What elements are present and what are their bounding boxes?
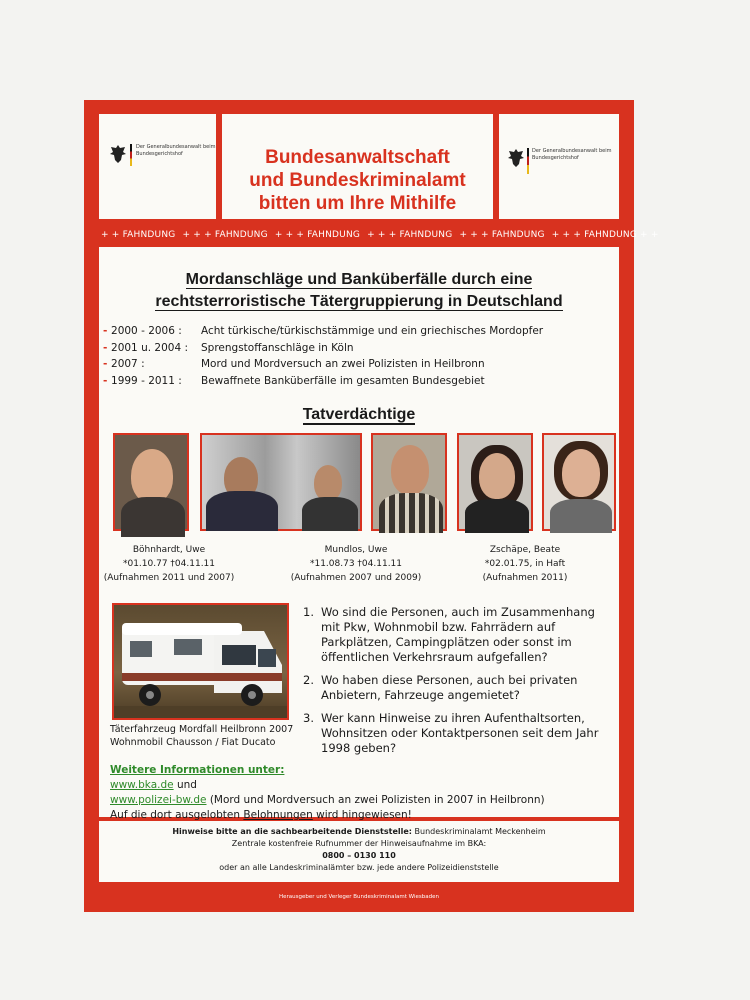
event-bullet: -	[103, 325, 112, 337]
suspect-caption	[455, 543, 595, 585]
headline-line-1: Mordanschläge und Banküberfälle durch eine	[185, 271, 533, 288]
title-line-2: und Bundeskriminalamt	[249, 170, 466, 191]
question-text: Wer kann Hinweise zu ihren Aufenthaltsorten, Wohnsitzen oder Kontaktpersonen seit dem Jahr 1998 geben?	[321, 711, 599, 755]
question-text: Wo sind die Personen, auch im Zusammenhang mit Pkw, Wohnmobil bzw. Fahrrädern auf Parkplätzen, Campingplätzen oder sonst im öffentlichen Verkehrsraum aufgefallen?	[321, 605, 595, 664]
fahndung-text: + + + FAHNDUNG	[459, 230, 545, 240]
event-bullet: -	[103, 341, 112, 354]
reward-suffix: wird hingewiesen!	[312, 809, 412, 821]
suspect-caption	[286, 543, 426, 585]
header-right-box	[499, 114, 619, 219]
suspect-photo	[371, 433, 447, 531]
suspect-photo	[200, 433, 362, 531]
more-info	[110, 763, 610, 823]
list-item	[303, 711, 615, 756]
fahndung-text: + + + FAHNDUNG	[182, 230, 268, 240]
fahndung-text: + + + FAHNDUNG + +	[551, 230, 659, 240]
contact-footer	[99, 821, 619, 882]
event-bullet: -	[103, 358, 112, 370]
event-date	[103, 356, 213, 373]
wanted-poster	[84, 100, 659, 912]
suspect-dates: *11.08.73 †04.11.11	[309, 559, 403, 569]
shoulders-shape	[465, 499, 529, 533]
suspect-photo	[113, 433, 189, 531]
title-line-3: bitten um Ihre Mithilfe	[258, 193, 457, 214]
publisher-text: Herausgeber und Verleger Bundeskriminalamt Wiesbaden	[279, 894, 439, 900]
poster-content	[99, 247, 619, 821]
headline	[99, 269, 619, 313]
shoulders-shape	[206, 491, 278, 531]
fahndung-text: + + + FAHNDUNG	[274, 230, 361, 240]
header-left-box	[99, 114, 216, 219]
link-suffix: (Mord und Mordversuch an zwei Polizisten in 2007 in Heilbronn)	[206, 794, 545, 806]
footer-line-2: Zentrale kostenfreie Rufnummer der Hinweisaufnahme im BKA:	[231, 839, 487, 848]
event-bullet: -	[103, 374, 112, 387]
suspect-photo	[542, 433, 616, 531]
suspect-note: (Aufnahmen 2011)	[482, 573, 568, 583]
more-info-line-2	[110, 793, 610, 808]
suspect-name: Zschäpe, Beate	[489, 545, 561, 555]
vehicle-caption-line-2: Wohnmobil Chausson / Fiat Ducato	[110, 737, 276, 748]
federal-eagle-icon	[507, 148, 525, 168]
event-date	[103, 323, 213, 340]
face-shape	[391, 445, 429, 495]
flag-bar	[130, 144, 132, 166]
question-list	[303, 605, 615, 764]
face-shape	[479, 453, 515, 499]
vehicle-photo	[112, 603, 289, 720]
suspects-heading-text: Tatverdächtige	[302, 406, 416, 423]
footer-agency: Bundeskriminalamt Meckenheim	[412, 827, 546, 836]
page-title	[222, 146, 493, 215]
question-number: 2.	[303, 673, 314, 687]
event-date-text: 1999 - 2011 :	[111, 374, 182, 387]
authority-label-left: Der Generalbundesanwalt beim Bundesgerichtshof	[136, 144, 216, 157]
authority-label-right: Der Generalbundesanwalt beim Bundesgerichtshof	[532, 148, 612, 161]
face-shape	[562, 449, 600, 497]
bka-link[interactable]: www.bka.de	[110, 779, 174, 791]
event-desc: Bewaffnete Banküberfälle im gesamten Bundesgebiet	[201, 374, 485, 387]
polizei-bw-link[interactable]: www.polizei-bw.de	[110, 794, 207, 806]
federal-eagle-icon	[109, 144, 127, 164]
suspect-dates: *01.10.77 †04.11.11	[122, 559, 216, 569]
event-desc: Acht türkische/türkischstämmige und ein griechisches Mordopfer	[201, 325, 544, 337]
event-date-text: 2007 :	[111, 358, 145, 370]
face-shape	[314, 465, 342, 501]
footer-line-4: oder an alle Landeskriminalämter bzw. jede andere Polizeidienststelle	[219, 863, 499, 872]
suspect-caption	[99, 543, 239, 585]
vehicle-caption	[110, 723, 293, 749]
publisher-bar	[84, 882, 634, 912]
suspect-name: Böhnhardt, Uwe	[132, 545, 206, 555]
flag-bar	[527, 148, 529, 174]
suspect-dates: *02.01.75, in Haft	[484, 559, 566, 569]
question-text: Wo haben diese Personen, auch bei privaten Anbietern, Fahrzeuge angemietet?	[321, 673, 578, 702]
link-suffix: und	[173, 779, 197, 791]
camper-van-illustration	[114, 605, 287, 718]
question-number: 3.	[303, 711, 314, 725]
suspect-photo	[457, 433, 533, 531]
list-item	[303, 605, 615, 665]
more-info-line-1	[110, 778, 610, 793]
hotline-number: 0800 – 0130 110	[322, 851, 396, 860]
suspects-heading	[99, 406, 619, 424]
shoulders-shape	[302, 497, 358, 531]
header-title-box	[222, 114, 493, 219]
headline-line-2: rechtsterroristische Tätergruppierung in Deutschland	[155, 293, 563, 310]
more-info-heading: Weitere Informationen unter:	[110, 764, 285, 776]
shoulders-shape	[550, 499, 612, 533]
fahndung-text: + + FAHNDUNG	[101, 230, 176, 240]
vehicle-caption-line-1: Täterfahrzeug Mordfall Heilbronn 2007	[110, 724, 294, 735]
event-date-text: 2001 u. 2004 :	[111, 341, 189, 354]
reward-prefix: Auf die dort ausgelobten	[110, 809, 244, 821]
reward-word: Belohnungen	[243, 809, 313, 821]
list-item	[303, 673, 615, 703]
fahndung-banner	[99, 224, 659, 247]
event-desc: Mord und Mordversuch an zwei Polizisten in Heilbronn	[201, 358, 485, 370]
suspect-note: (Aufnahmen 2011 und 2007)	[103, 573, 235, 583]
event-desc: Sprengstoffanschläge in Köln	[201, 341, 354, 354]
fahndung-text: + + + FAHNDUNG	[367, 230, 453, 240]
question-number: 1.	[303, 605, 314, 619]
title-line-1: Bundesanwaltschaft	[265, 147, 450, 168]
event-date-text: 2000 - 2006 :	[111, 325, 182, 337]
event-date	[103, 340, 213, 357]
shoulders-shape	[379, 493, 443, 533]
suspect-note: (Aufnahmen 2007 und 2009)	[290, 573, 422, 583]
suspect-name: Mundlos, Uwe	[324, 545, 388, 555]
footer-label: Hinweise bitte an die sachbearbeitende Dienststelle:	[172, 827, 412, 836]
footer-line-1	[99, 821, 619, 838]
shoulders-shape	[121, 497, 185, 537]
face-shape	[131, 449, 173, 503]
event-date	[103, 373, 213, 390]
